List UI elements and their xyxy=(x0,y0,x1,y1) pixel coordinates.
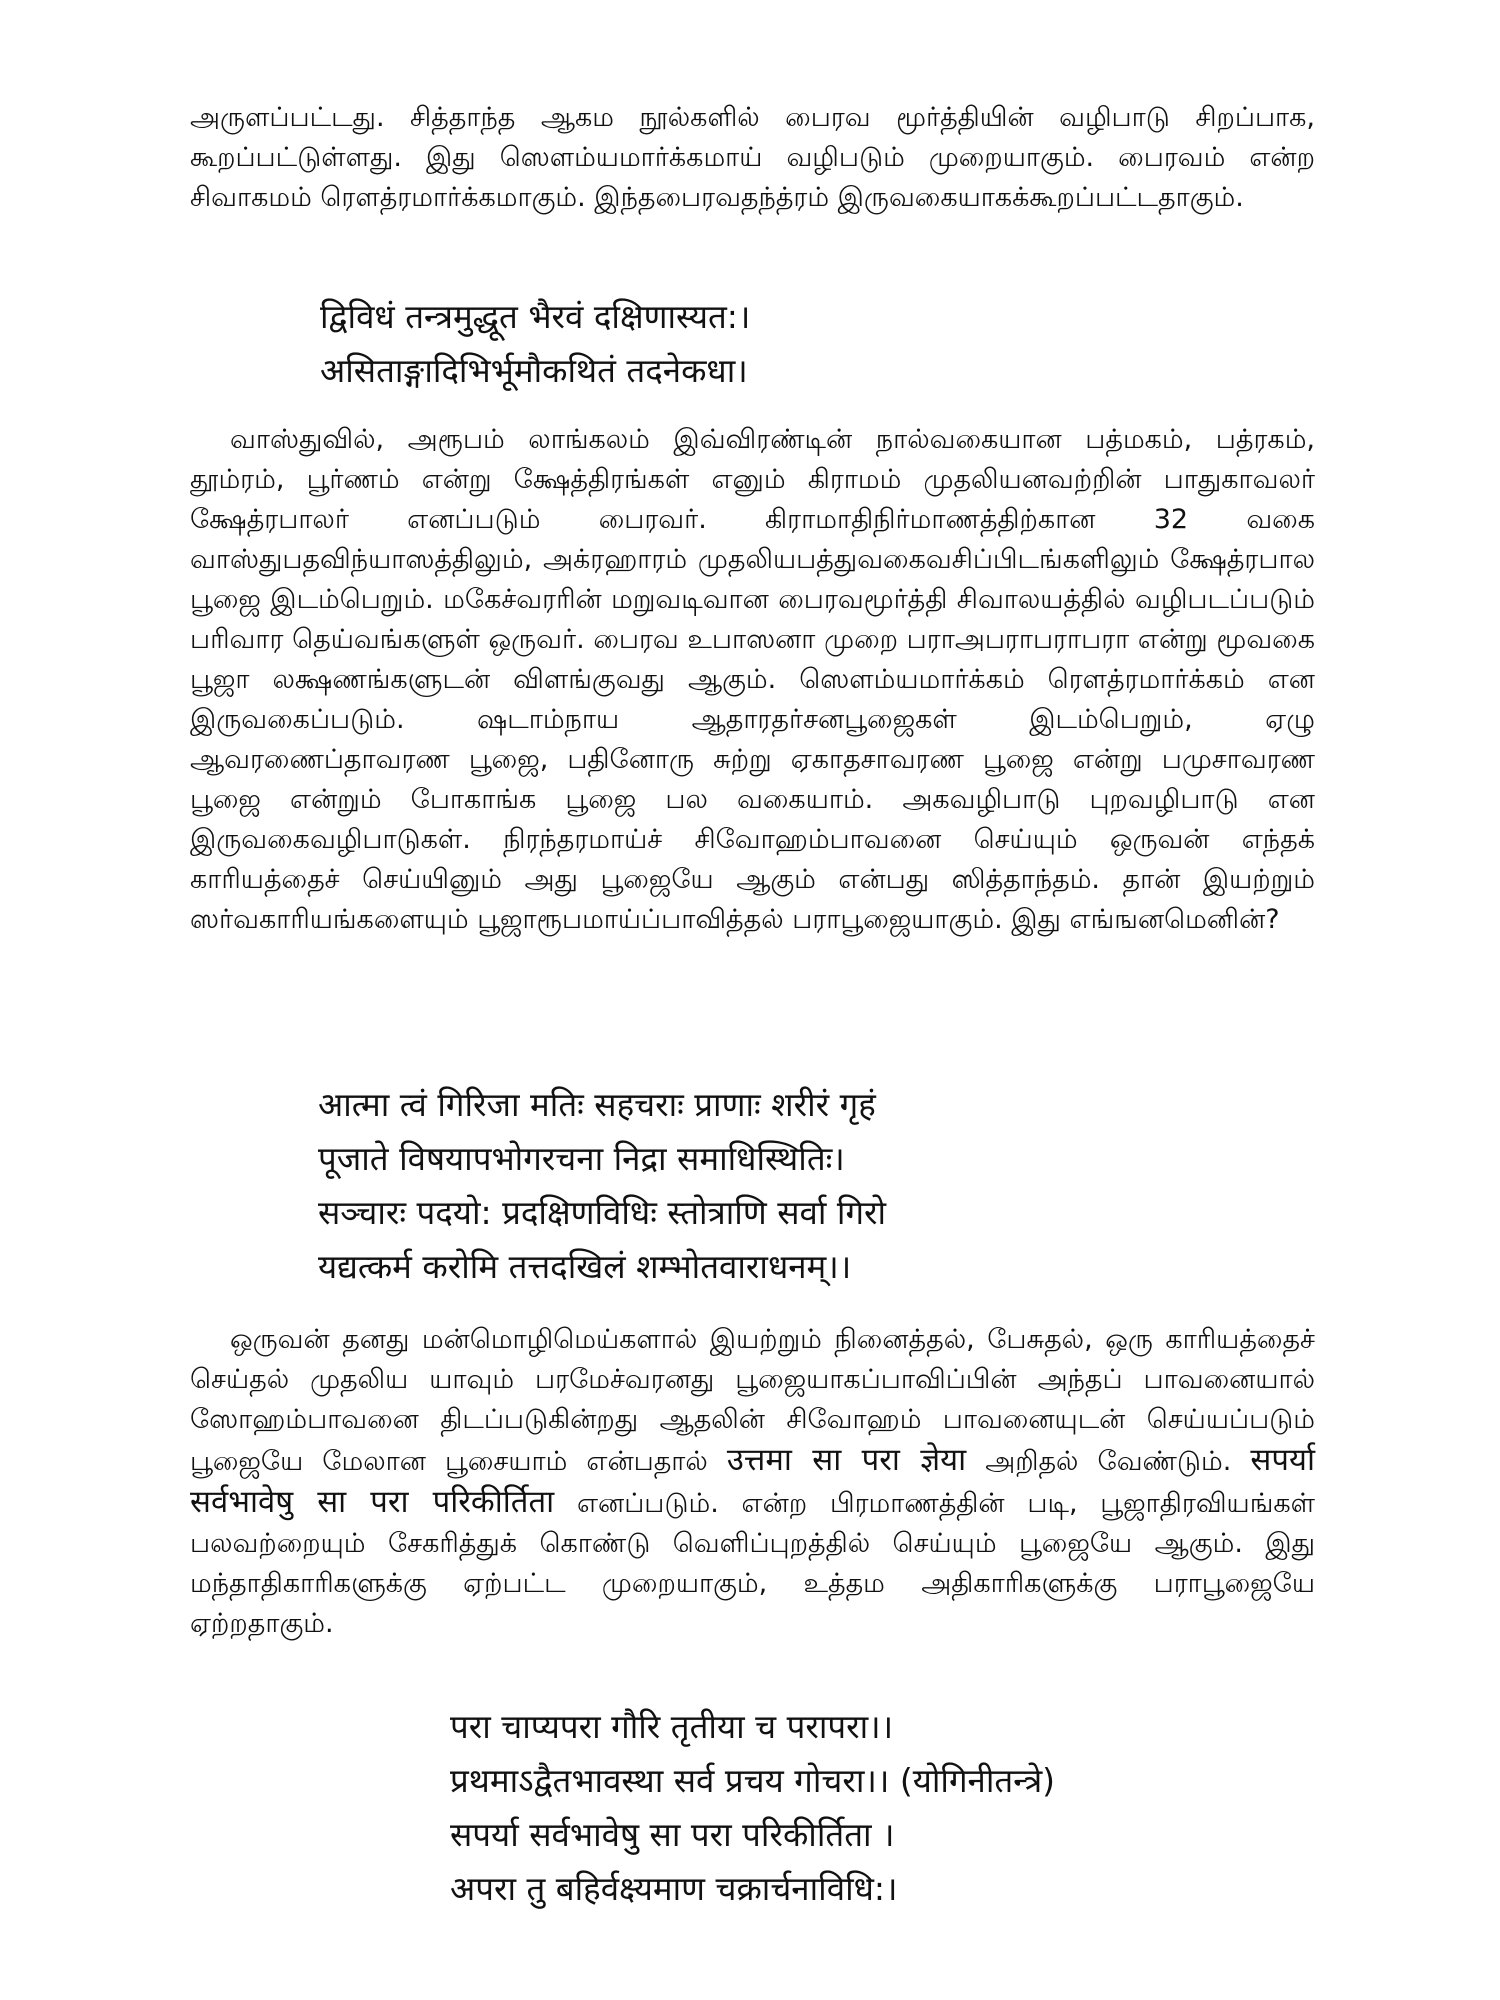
paragraph-text: அறிதல் வேண்டும். xyxy=(985,1446,1232,1477)
verse-line: अपरा तु बहिर्वक्ष्यमाण चक्रार्चनाविधि:। xyxy=(450,1869,898,1908)
verse-line: यद्यत्कर्म करोमि तत्तदखिलं शम्भोतवाराधनम्।। xyxy=(318,1247,852,1286)
verse-line: सञ्चारः पदयो: प्रदक्षिणविधिः स्तोत्राणि सर्वा गिरो xyxy=(318,1193,887,1232)
inline-sanskrit-quote: सपर्या सर्वभावेषु सा परा परिकीर्तिता xyxy=(190,1442,1315,1520)
inline-sanskrit-quote: उत्तमा सा परा ज्ञेया xyxy=(726,1442,967,1478)
sanskrit-verse-3 xyxy=(450,1700,1055,1916)
verse-line: आत्मा त्वं गिरिजा मतिः सहचराः प्राणाः शरीरं गृहं xyxy=(318,1085,876,1124)
verse-line: सपर्या सर्वभावेषु सा परा परिकीर्तिता । xyxy=(450,1815,895,1854)
paragraph-para-puja xyxy=(190,1320,1315,1644)
paragraph-vastu: வாஸ்துவில், அரூபம் லாங்கலம் இவ்விரண்டின் நால்வகையான பத்மகம், பத்ரகம், தூம்ரம், பூர்ணம் என்று க்ஷேத்திரங்கள் எனும் கிராமம் முதலியனவற்றின் பாதுகாவலர் க்ஷேத்ரபாலர் எனப்படும் பைரவர். கிராமாதிநிர்மாணத்திற்கான 32 வகை வாஸ்துபதவிந்யாஸத்திலும், அக்ரஹாரம் முதலியபத்துவகைவசிப்பிடங்களிலும் க்ஷேத்ரபால பூஜை இடம்பெறும். மகேச்வரரின் மறுவடிவான பைரவமூர்த்தி சிவாலயத்தில் வழிபடப்படும் பரிவார தெய்வங்களுள் ஒருவர். பைரவ உபாஸனா முறை பராஅபராபராபரா என்று மூவகை பூஜா லக்ஷணங்களுடன் விளங்குவது ஆகும். ஸௌம்யமார்க்கம் ரௌத்ரமார்க்கம் என இருவகைப்படும். ஷடாம்நாய ஆதாரதர்சனபூஜைகள் இடம்பெறும், ஏழு ஆவரணைப்தாவரண பூஜை, பதினோரு சுற்று ஏகாதசாவரண பூஜை என்று பமுசாவரண பூஜை என்றும் போகாங்க பூஜை பல வகையாம். அகவழிபாடு புறவழிபாடு என இருவகைவழிபாடுகள். நிரந்தரமாய்ச் சிவோஹம்பாவனை செய்யும் ஒருவன் எந்தக் காரியத்தைச் செய்யினும் அது பூஜையே ஆகும் என்பது ஸித்தாந்தம். தான் இயற்றும் ஸர்வகாரியங்களையும் பூஜாரூபமாய்ப்பாவித்தல் பராபூஜையாகும். இது எங்ஙனமெனின்? xyxy=(190,424,1315,935)
paragraph-text: ஒருவன் தனது மன்மொழிமெய்களால் இயற்றும் நினைத்தல், பேசுதல், ஒரு காரியத்தைச் செய்தல் முதலிய யாவும் பரமேச்வரனது பூஜையாகப்பாவிப்பின் அந்தப் பாவனையால் ஸோஹம்பாவனை திடப்படுகின்றது ஆதலின் சிவோஹம் பாவனையுடன் செய்யப்படும் பூஜையே மேலான பூசையாம் என்பதால் xyxy=(190,1324,1315,1477)
verse-line: पूजाते विषयापभोगरचना निद्रा समाधिस्थितिः। xyxy=(318,1139,845,1178)
verse-line: प्रथमाऽद्वैतभावस्था सर्व प्रचय गोचरा।। (योगिनीतन्त्रे) xyxy=(450,1761,1056,1800)
paragraph-intro: அருளப்பட்டது. சித்தாந்த ஆகம நூல்களில் பைரவ மூர்த்தியின் வழிபாடு சிறப்பாக, கூறப்பட்டுள்ளது. இது ஸௌம்யமார்க்கமாய் வழிபடும் முறையாகும். பைரவம் என்ற சிவாகமம் ரௌத்ரமார்க்கமாகும். இந்தபைரவதந்த்ரம் இருவகையாகக்கூறப்பட்டதாகும். xyxy=(190,102,1315,213)
paragraph-text: எனப்படும். என்ற பிரமாணத்தின் படி, பூஜாதிரவியங்கள் பலவற்றையும் சேகரித்துக் கொண்டு வெளிப்புறத்தில் செய்யும் பூஜையே ஆகும். இது மந்தாதிகாரிகளுக்கு ஏற்பட்ட முறையாகும், உத்தம அதிகாரிகளுக்கு பராபூஜையே ஏற்றதாகும். xyxy=(190,1488,1315,1639)
sanskrit-verse-1 xyxy=(320,290,750,398)
verse-line: द्विविधं तन्त्रमुद्धूत भैरवं दक्षिणास्यत:। xyxy=(320,297,751,336)
sanskrit-verse-2 xyxy=(318,1078,886,1294)
verse-line: असिताङ्गादिभिर्भूमौकथितं तदनेकधा। xyxy=(320,351,748,390)
verse-line: परा चाप्यपरा गौरि तृतीया च परापरा।। xyxy=(450,1707,894,1746)
